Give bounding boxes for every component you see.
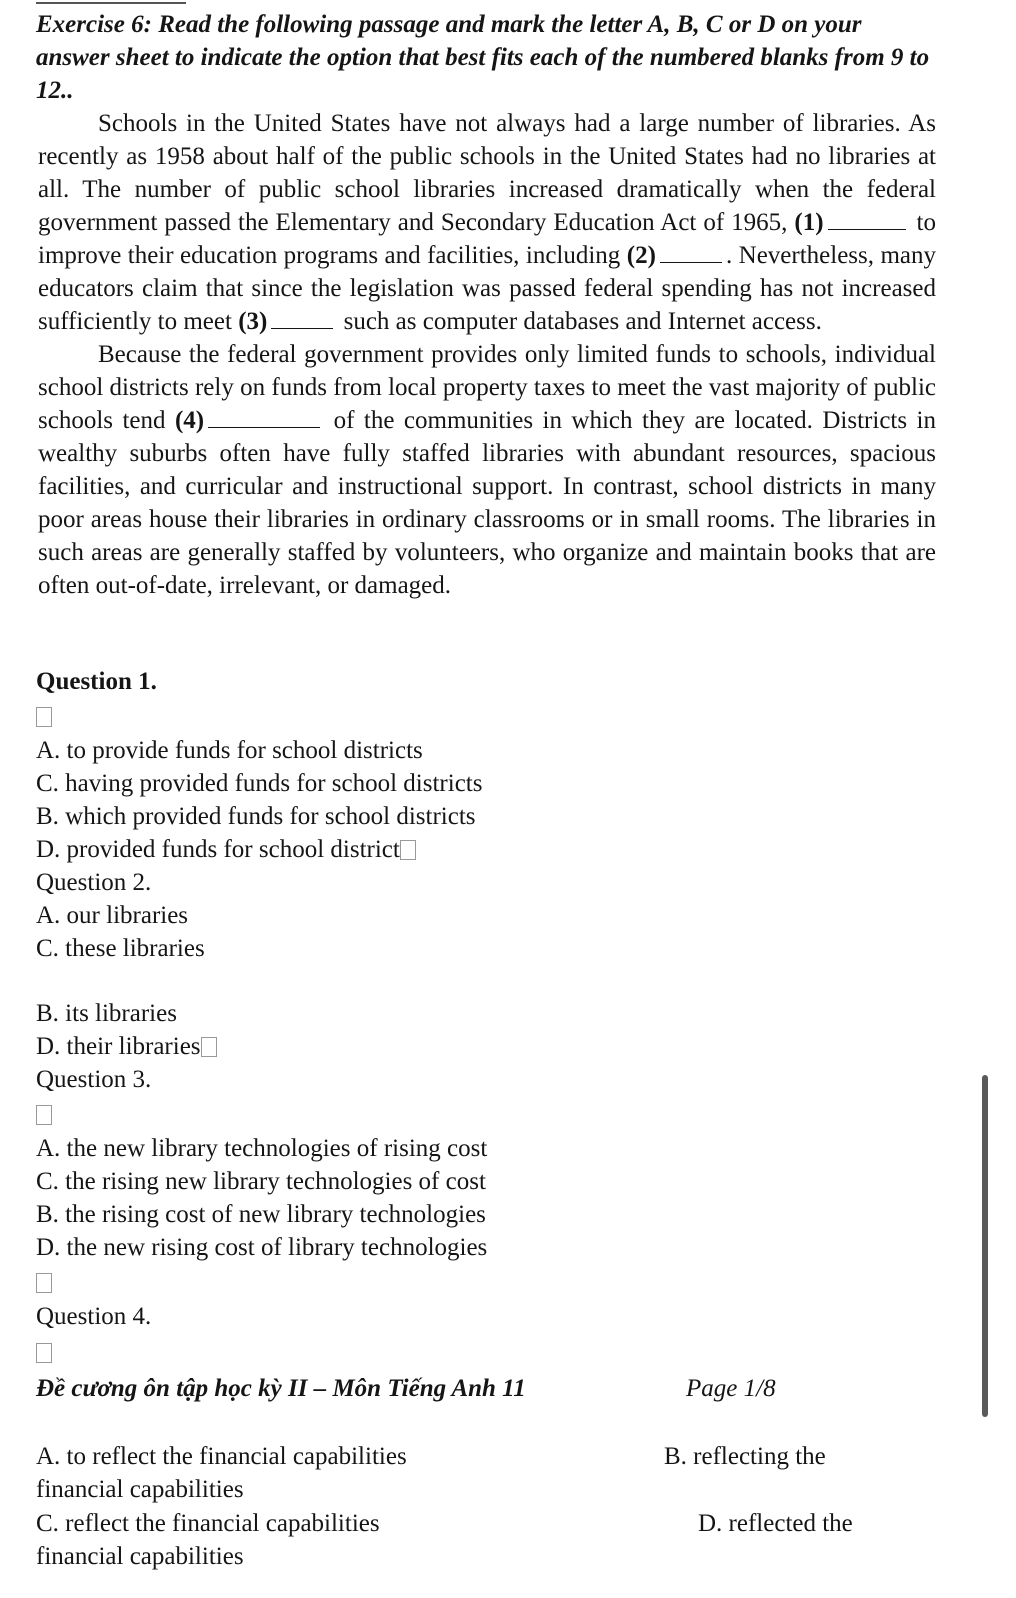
blank-number-3: (3) bbox=[238, 308, 268, 335]
passage-paragraph-1 bbox=[38, 107, 936, 338]
q1-option-d: D. provided funds for school district bbox=[36, 836, 400, 863]
q1-option-d-row bbox=[36, 833, 936, 866]
reading-passage bbox=[38, 107, 936, 602]
passage-text: . Nevertheless, many educators claim that since the legislation was passed federal spending has not increased sufficiently to meet bbox=[38, 242, 937, 335]
question-1-heading: Question 1. bbox=[36, 668, 157, 695]
q4-option-c: C. reflect the financial capabilities bbox=[36, 1510, 380, 1537]
q3-option-d: D. the new rising cost of library technologies bbox=[36, 1234, 488, 1261]
q1-option-b: B. which provided funds for school districts bbox=[36, 803, 476, 830]
q3-option-a: A. the new library technologies of rising cost bbox=[36, 1135, 488, 1162]
passage-paragraph-2 bbox=[38, 338, 936, 602]
q1-option-c: C. having provided funds for school districts bbox=[36, 770, 483, 797]
q4-option-d-start: D. reflected the bbox=[698, 1510, 853, 1537]
footer-title: Đề cương ôn tập học kỳ II – Môn Tiếng Anh 11 bbox=[36, 1375, 526, 1402]
q2-option-b: B. its libraries bbox=[36, 1000, 177, 1027]
question-3-heading: Question 3. bbox=[36, 1066, 152, 1093]
q1-option-a: A. to provide funds for school districts bbox=[36, 737, 423, 764]
q2-option-c: C. these libraries bbox=[36, 935, 205, 962]
blank-line bbox=[828, 207, 906, 230]
blank-number-4: (4) bbox=[174, 407, 205, 434]
q4-row-cd bbox=[36, 1507, 936, 1540]
q2-option-a: A. our libraries bbox=[36, 902, 189, 929]
q3-option-b: B. the rising cost of new library technologies bbox=[36, 1201, 486, 1228]
q4-row-ab bbox=[36, 1440, 936, 1473]
passage-text: Schools in the United States have not always had a large number of libraries. As recently as 1958 about half of the public schools in the United States had no libraries at all. The number of public school libraries increased dramatically when the federal government passed the Elementary and Secondary Education Act of 1965, bbox=[38, 110, 936, 236]
missing-glyph-box bbox=[36, 1098, 936, 1131]
cut-off-top-text bbox=[36, 0, 236, 6]
vertical-scrollbar[interactable] bbox=[982, 1075, 988, 1417]
blank-line bbox=[208, 405, 320, 428]
q3-option-c: C. the rising new library technologies of cost bbox=[36, 1168, 486, 1195]
exercise-instructions: Exercise 6: Read the following passage and mark the letter A, B, C or D on your answer sheet to indicate the option that best fits each of the numbered blanks from 9 to 12.. bbox=[36, 11, 930, 104]
blank-line bbox=[660, 240, 722, 263]
passage-text: of the communities in which they are located. Districts in wealthy suburbs often have fully staffed libraries with abundant resources, spacious facilities, and curricular and instructional support. In contrast, school districts in many poor areas house their libraries in ordinary classrooms or in small rooms. The libraries in such areas are generally staffed by volunteers, who organize and maintain books that are often out-of-date, irrelevant, or damaged. bbox=[38, 407, 937, 599]
missing-glyph-box bbox=[36, 700, 936, 733]
passage-text: such as computer databases and Internet access. bbox=[343, 308, 822, 335]
q2-option-d: D. their libraries bbox=[36, 1033, 201, 1060]
missing-glyph-box bbox=[400, 840, 416, 860]
missing-glyph-box bbox=[36, 1336, 936, 1369]
blank-number-2: (2) bbox=[626, 242, 656, 269]
missing-glyph-box bbox=[36, 1266, 936, 1299]
blank-number-1: (1) bbox=[794, 209, 824, 236]
page-footer bbox=[36, 1372, 936, 1405]
question-2-heading: Question 2. bbox=[36, 869, 152, 896]
missing-glyph-box bbox=[201, 1037, 217, 1057]
question-4-heading: Question 4. bbox=[36, 1303, 152, 1330]
passage-text: Because the federal government provides only limited funds to schools, individual school districts rely on funds from local property taxes to meet the vast majority of public schools tend bbox=[38, 341, 936, 434]
q2-option-d-row bbox=[36, 1030, 936, 1063]
q4-option-b-end: financial capabilities bbox=[36, 1476, 244, 1503]
blank-line bbox=[271, 306, 333, 329]
q4-option-d-end: financial capabilities bbox=[36, 1543, 244, 1570]
q4-option-b-start: B. reflecting the bbox=[664, 1443, 826, 1470]
page-number: Page 1/8 bbox=[686, 1375, 776, 1402]
q4-option-a: A. to reflect the financial capabilities bbox=[36, 1443, 407, 1470]
passage-text: to improve their education programs and facilities, including bbox=[38, 209, 936, 269]
